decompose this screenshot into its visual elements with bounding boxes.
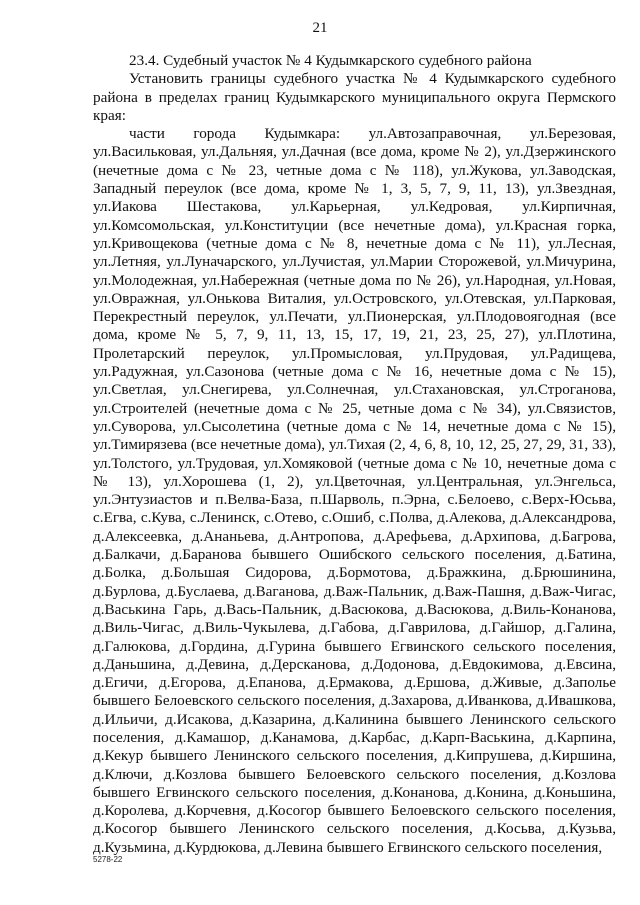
intro-paragraph: Установить границы судебного участка № 4 Кудымкарского судебного района в пределах границ Кудымкарского муниципального округа Пермского края: xyxy=(93,70,616,124)
boundaries-paragraph: части города Кудымкара: ул.Автозаправочная, ул.Березовая, ул.Васильковая, ул.Дальняя, ул.Дачная (все дома, кроме № 2), ул.Дзержинского (нечетные дома с № 23, четные дома с № 118), ул.Жукова, ул.Заводская, Западный переулок (все дома, кроме № 1, 3, 5, 7, 9, 11, 13), ул.Звездная, ул.Иакова Шестакова, ул.Карьерная, ул.Кедровая, ул.Кирпичная, ул.Комсомольская, ул.Конституции (все нечетные дома), ул.Красная горка, ул.Кривощекова (четные дома с № 8, нечетные дома с № 11), ул.Лесная, ул.Летняя, ул.Луначарского, ул.Лучистая, ул.Марии Сторожевой, ул.Мичурина, ул.Молодежная, ул.Набережная (четные дома по № 26), ул.Народная, ул.Новая, ул.Овражная, ул.Онькова Виталия, ул.Островского, ул.Отевская, ул.Парковая, Перекрестный переулок, ул.Печати, ул.Пионерская, ул.Плодовоягодная (все дома, кроме № 5, 7, 9, 11, 13, 15, 17, 19, 21, 23, 25, 27), ул.Плотина, Пролетарский переулок, ул.Промысловая, ул.Прудовая, ул.Радищева, ул.Радужная, ул.Сазонова (четные дома с № 16, нечетные дома с № 15), ул.Светлая, ул.Снегирева, ул.Солнечная, ул.Стахановская, ул.Строганова, ул.Строителей (нечетные дома с № 25, четные дома с № 34), ул.Связистов, ул.Суворова, ул.Сысолетина (четные дома с № 14, нечетные дома с № 15), ул.Тимирязева (все нечетные дома), ул.Тихая (2, 4, 6, 8, 10, 12, 25, 27, 29, 31, 33), ул.Толстого, ул.Трудовая, ул.Хомяковой (четные дома с № 10, нечетные дома с № 13), ул.Хорошева (1, 2), ул.Цветочная, ул.Центральная, ул.Энгельса, ул.Энтузиастов и п.Велва-База, п.Шарволь, п.Эрна, с.Белоево, с.Верх-Юсьва, с.Егва, с.Кува, с.Ленинск, с.Отево, с.Ошиб, с.Полва, д.Алекова, д.Александрова, д.Алексеевка, д.Ананьева, д.Антропова, д.Арефьева, д.Архипова, д.Багрова, д.Балкачи, д.Баранова бывшего Ошибского сельского поселения, д.Батина, д.Болка, д.Большая Сидорова, д.Бормотова, д.Бражкина, д.Брюшинина, д.Бурлова, д.Буслаева, д.Ваганова, д.Важ-Пальник, д.Важ-Пашня, д.Важ-Чигас, д.Васькина Гарь, д.Вась-Пальник, д.Васюкова, д.Васюкова, д.Виль-Конанова, д.Виль-Чигас, д.Виль-Чукылева, д.Габова, д.Гаврилова, д.Гайшор, д.Галина, д.Галюкова, д.Гордина, д.Гурина бывшего Егвинского сельского поселения, д.Даньшина, д.Девина, д.Дерсканова, д.Додонова, д.Евдокимова, д.Евсина, д.Егичи, д.Егорова, д.Епанова, д.Ермакова, д.Ершова, д.Живые, д.Заполье бывшего Белоевского сельского поселения, д.Захарова, д.Иванкова, д.Ивашкова, д.Ильичи, д.Исакова, д.Казарина, д.Калинина бывшего Ленинского сельского поселения, д.Камашор, д.Канамова, д.Карбас, д.Карп-Васькина, д.Карпина, д.Кекур бывшего Ленинского сельского поселения, д.Кипрушева, д.Киршина, д.Ключи, д.Козлова бывшего Белоевского сельского поселения, д.Козлова бывшего Егвинского сельского поселения, д.Конанова, д.Конина, д.Коньшина, д.Королева, д.Корчевня, д.Косогор бывшего Белоевского сельского поселения, д.Косогор бывшего Ленинского сельского поселения, д.Косьва, д.Кузьва, д.Кузьмина, д.Курдюкова, д.Левина бывшего Егвинского сельского поселения, xyxy=(93,125,616,856)
document-body xyxy=(93,52,616,857)
document-code: 5278-22 xyxy=(93,855,123,864)
page-number: 21 xyxy=(312,20,328,36)
section-heading: 23.4. Судебный участок № 4 Кудымкарского судебного района xyxy=(129,52,532,69)
